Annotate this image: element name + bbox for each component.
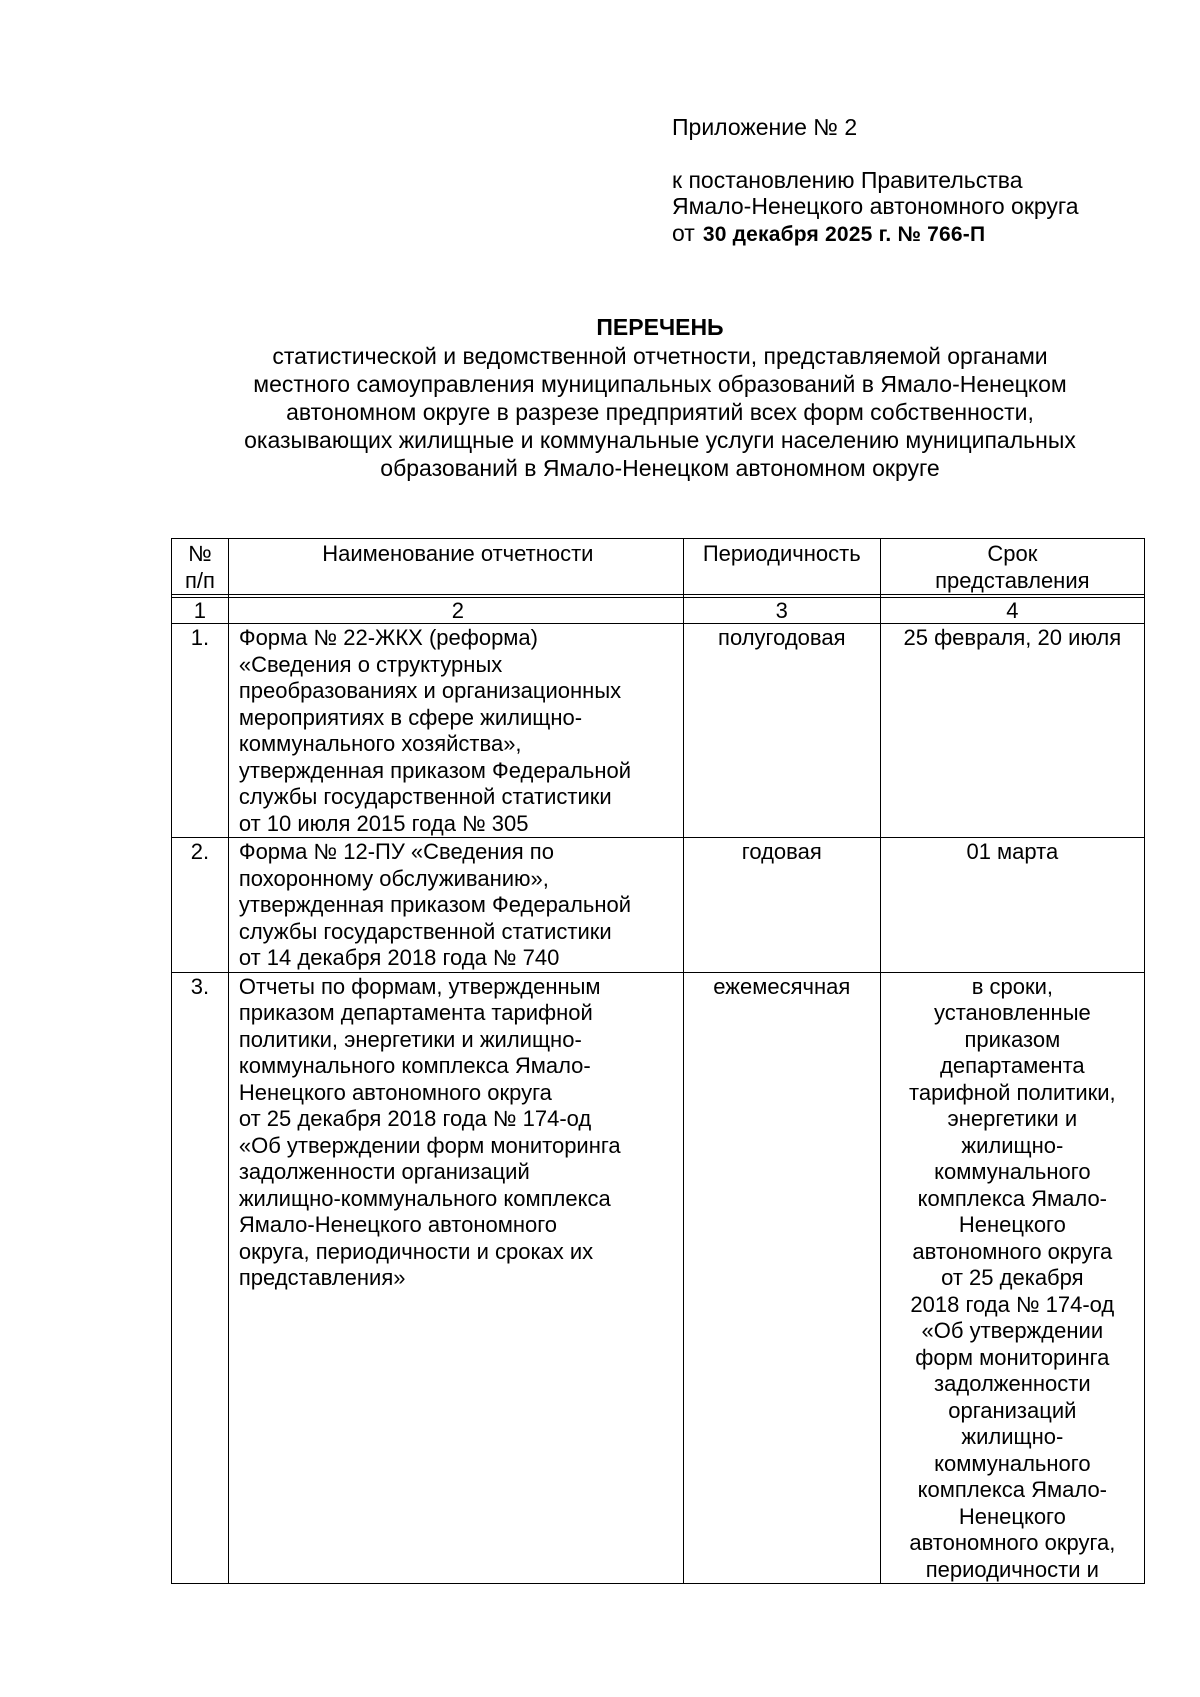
column-number: 2: [228, 598, 683, 624]
column-number: 3: [683, 598, 880, 624]
row-term: 25 февраля, 20 июля: [880, 624, 1144, 838]
table-row: [172, 838, 1145, 973]
appendix-gap: [672, 141, 1152, 167]
row-name: Отчеты по формам, утвержденным приказом департамента тарифной политики, энергетики и жилищно- коммунального комплекса Ямало- Ненецкого автономного округа от 25 декабря 2018 года № 174-од «Об утверждении форм мониторинга задолженности организаций жилищно-коммунального комплекса Ямало-Ненецкого автономного округа, периодичности и сроках их представления»: [228, 972, 683, 1584]
report-table: [171, 538, 1145, 1584]
row-num: 2.: [172, 838, 229, 973]
column-number: 1: [172, 598, 229, 624]
row-num: 1.: [172, 624, 229, 838]
column-number: 4: [880, 598, 1144, 624]
table-header-row: [172, 539, 1145, 595]
table-row: [172, 972, 1145, 1584]
appendix-block: [672, 114, 1152, 248]
row-period: полугодовая: [683, 624, 880, 838]
row-term: 01 марта: [880, 838, 1144, 973]
header-name: Наименование отчетности: [228, 539, 683, 595]
header-term: Срок представления: [880, 539, 1144, 595]
row-name: Форма № 12-ПУ «Сведения по похоронному обслуживанию», утвержденная приказом Федеральной службы государственной статистики от 14 декабря 2018 года № 740: [228, 838, 683, 973]
appendix-label: Приложение № 2: [672, 114, 858, 140]
row-num: 3.: [172, 972, 229, 1584]
row-period: годовая: [683, 838, 880, 973]
appendix-date-line: [672, 220, 1152, 249]
column-number-row: [172, 598, 1145, 624]
row-name: Форма № 22-ЖКХ (реформа) «Сведения о структурных преобразованиях и организационных мероприятиях в сфере жилищно- коммунального хозяйства», утвержденная приказом Федеральной службы государственной статистики от 10 июля 2015 года № 305: [228, 624, 683, 838]
appendix-line-2: Ямало-Ненецкого автономного округа: [672, 193, 1079, 219]
decree-number: 30 декабря 2025 г. № 766-П: [702, 222, 986, 246]
date-prefix: от: [672, 219, 695, 246]
heading-block: [160, 312, 1160, 482]
row-term: в сроки, установленные приказом департамента тарифной политики, энергетики и жилищно- коммунального комплекса Ямало- Ненецкого автономного округа от 25 декабря 2018 года № 174-од «Об утверждении форм мониторинга задолженности организаций жилищно- коммунального комплекса Ямало- Ненецкого автономного округа, периодичности и: [880, 972, 1144, 1584]
row-period: ежемесячная: [683, 972, 880, 1584]
header-num: № п/п: [172, 539, 229, 595]
appendix-line-1: к постановлению Правительства: [672, 166, 1023, 193]
document-title: ПЕРЕЧЕНЬ: [596, 314, 724, 340]
document-subtitle: статистической и ведомственной отчетности, представляемой органами местного самоуправления муниципальных образований в Ямало-Ненецком автономном округе в разрезе предприятий всех форм собственности, оказывающих жилищные и коммунальные услуги населению муниципальных образований в Ямало-Ненецком автономном округе: [244, 343, 1076, 481]
header-period: Периодичность: [683, 539, 880, 595]
table-row: [172, 624, 1145, 838]
